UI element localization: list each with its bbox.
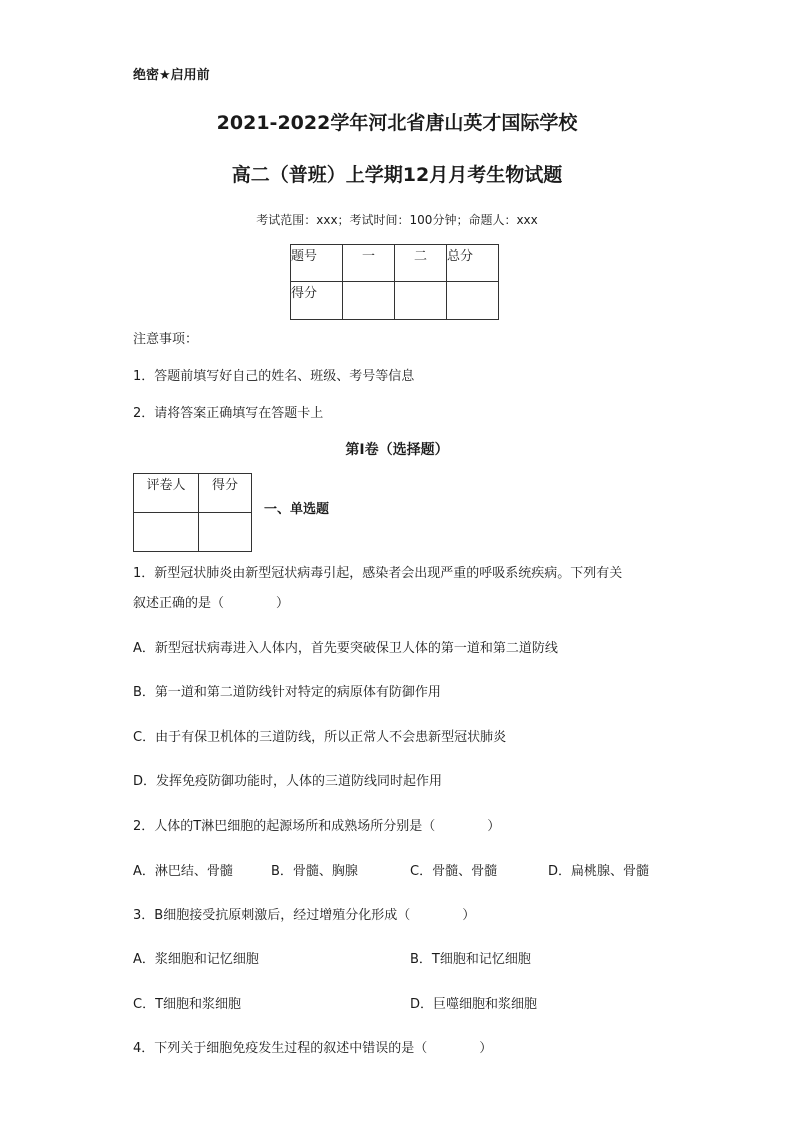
score-table-header-cell: 题号	[291, 245, 343, 282]
question-3-option-c: C．T细胞和浆细胞	[133, 997, 242, 1012]
score-row-label: 得分	[291, 282, 343, 320]
question-1-option-c: C．由于有保卫机体的三道防线，所以正常人不会患新型冠状肺炎	[133, 730, 507, 745]
question-1-stem-cont: 叙述正确的是（ ）	[133, 596, 290, 611]
question-1-stem: 1．新型冠状肺炎由新型冠状病毒引起，感染者会出现严重的呼吸系统疾病。下列有关	[133, 566, 623, 581]
score-table-header-row	[291, 245, 499, 282]
confidential-mark: 绝密★启用前	[133, 68, 210, 83]
question-3-option-d: D．巨噬细胞和浆细胞	[410, 997, 538, 1012]
score-table-header-cell: 二	[395, 245, 447, 282]
question-2-option-d: D．扁桃腺、骨髓	[548, 864, 650, 879]
exam-info: 考试范围：xxx；考试时间：100分钟；命题人：xxx	[256, 213, 538, 227]
grader-header-cell: 评卷人	[134, 474, 199, 513]
score-table-header-cell: 一	[343, 245, 395, 282]
note-item: 2．请将答案正确填写在答题卡上	[133, 406, 324, 421]
question-1-option-a: A．新型冠状病毒进入人体内，首先要突破保卫人体的第一道和第二道防线	[133, 641, 558, 656]
grader-header-cell: 得分	[199, 474, 252, 513]
exam-title-line1: 2021-2022学年河北省唐山英才国际学校	[216, 112, 578, 134]
score-table	[290, 244, 499, 320]
question-3-stem: 3．B细胞接受抗原刺激后，经过增殖分化形成（ ）	[133, 908, 476, 923]
grader-table-header-row	[134, 474, 252, 513]
score-table-score-row	[291, 282, 499, 320]
grader-blank-cell	[199, 513, 252, 552]
score-cell	[447, 282, 499, 320]
question-1-option-d: D．发挥免疫防御功能时，人体的三道防线同时起作用	[133, 774, 443, 789]
question-3-option-b: B．T细胞和记忆细胞	[410, 952, 531, 967]
question-1-option-b: B．第一道和第二道防线针对特定的病原体有防御作用	[133, 685, 441, 700]
note-item: 1．答题前填写好自己的姓名、班级、考号等信息	[133, 369, 415, 384]
question-2-option-a: A．淋巴结、骨髓	[133, 864, 233, 879]
question-2-option-c: C．骨髓、骨髓	[410, 864, 498, 879]
question-3-option-a: A．浆细胞和记忆细胞	[133, 952, 259, 967]
question-4-stem: 4．下列关于细胞免疫发生过程的叙述中错误的是（ ）	[133, 1041, 493, 1056]
score-table-header-cell: 总分	[447, 245, 499, 282]
notes-title: 注意事项：	[133, 332, 199, 347]
exam-title-line2: 高二（普班）上学期12月月考生物试题	[231, 164, 563, 186]
part-title: 一、单选题	[264, 502, 330, 517]
score-cell	[395, 282, 447, 320]
question-2-option-b: B．骨髓、胸腺	[271, 864, 358, 879]
question-2-stem: 2．人体的T淋巴细胞的起源场所和成熟场所分别是（ ）	[133, 819, 501, 834]
grader-blank-cell	[134, 513, 199, 552]
grader-table	[133, 473, 252, 552]
section-title: 第I卷（选择题）	[345, 442, 449, 458]
score-cell	[343, 282, 395, 320]
grader-table-blank-row	[134, 513, 252, 552]
